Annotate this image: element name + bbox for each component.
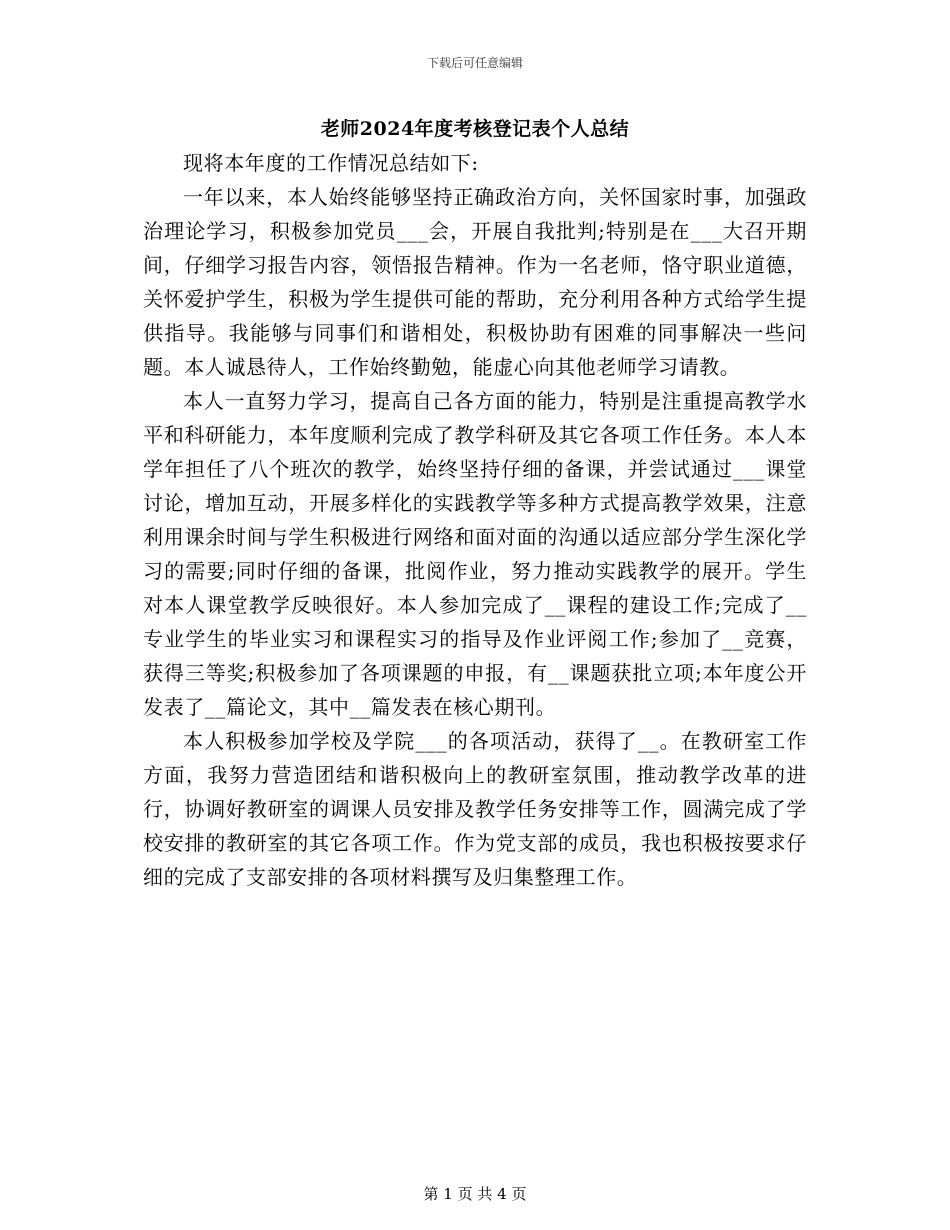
document-body: [143, 146, 807, 894]
header-note: 下载后可任意编辑: [426, 56, 523, 70]
paragraph-political: 一年以来，本人始终能够坚持正确政治方向，关怀国家时事，加强政治理论学习，积极参加党员___会，开展自我批判;特别是在___大召开期间，仔细学习报告内容，领悟报告精神。作为一名老师，恪守职业道德，关怀爱护学生，积极为学生提供可能的帮助，充分利用各种方式给学生提供指导。我能够与同事们和谐相处，积极协助有困难的同事解决一些问题。本人诚恳待人，工作始终勤勉，能虚心向其他老师学习请教。: [143, 185, 807, 379]
paragraph-activities: 本人积极参加学校及学院___的各项活动，获得了__。在教研室工作方面，我努力营造团结和谐积极向上的教研室氛围，推动教学改革的进行，协调好教研室的调课人员安排及教学任务安排等工作，圆满完成了学校安排的教研室的其它各项工作。作为党支部的成员，我也积极按要求仔细的完成了支部安排的各项材料撰写及归集整理工作。: [143, 729, 807, 889]
paragraph-intro: 现将本年度的工作情况总结如下:: [183, 151, 479, 175]
document-title: 老师2024年度考核登记表个人总结: [320, 118, 630, 140]
page-number: 第 1 页 共 4 页: [423, 1185, 527, 1203]
paragraph-teaching: 本人一直努力学习，提高自己各方面的能力，特别是注重提高教学水平和科研能力，本年度顺利完成了教学科研及其它各项工作任务。本人本学年担任了八个班次的教学，始终坚持仔细的备课，并尝试通过___课堂讨论，增加互动，开展多样化的实践教学等多种方式提高教学效果，注意利用课余时间与学生积极进行网络和面对面的沟通以适应部分学生深化学习的需要;同时仔细的备课，批阅作业，努力推动实践教学的展开。学生对本人课堂教学反映很好。本人参加完成了__课程的建设工作;完成了__专业学生的毕业实习和课程实习的指导及作业评阅工作;参加了__竞赛，获得三等奖;积极参加了各项课题的申报，有__课题获批立项;本年度公开发表了__篇论文，其中__篇发表在核心期刊。: [143, 389, 807, 719]
